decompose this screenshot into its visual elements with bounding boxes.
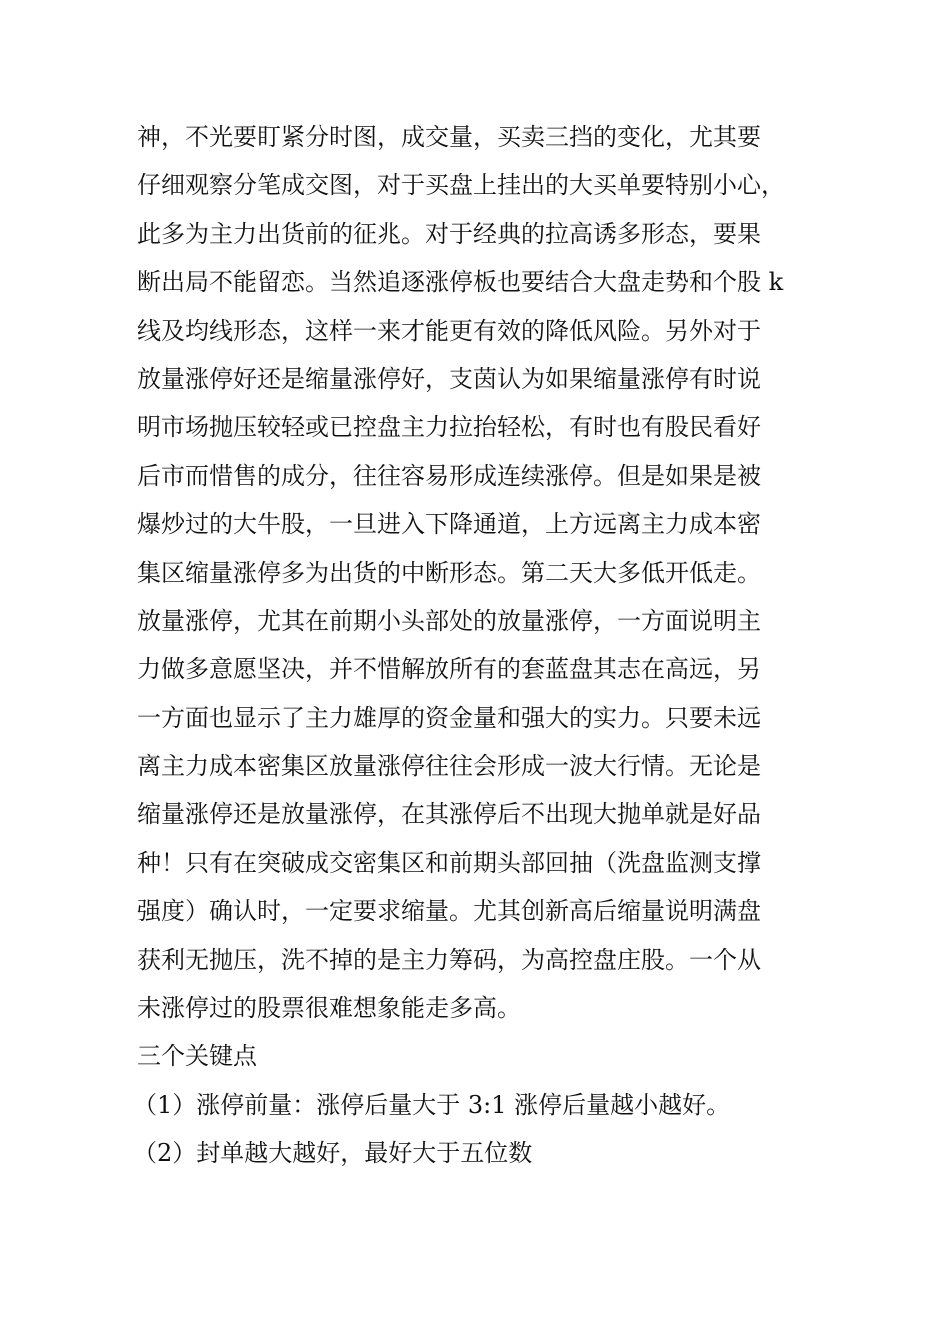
- text-line: 断出局不能留恋。当然追逐涨停板也要结合大盘走势和个股 k: [137, 268, 784, 297]
- text-line: 种！只有在突破成交密集区和前期头部回抽（洗盘监测支撑: [137, 848, 761, 877]
- text-line: 此多为主力出货前的征兆。对于经典的拉高诱多形态，要果: [137, 219, 761, 248]
- text-line: 强度）确认时，一定要求缩量。尤其创新高后缩量说明满盘: [137, 897, 761, 926]
- text-line: 后市而惜售的成分，往往容易形成连续涨停。但是如果是被: [137, 461, 761, 490]
- text-line: 仔细观察分笔成交图，对于买盘上挂出的大买单要特别小心，: [137, 171, 785, 200]
- section-heading: 三个关键点: [137, 1042, 257, 1071]
- text-line: 获利无抛压，洗不掉的是主力筹码，为高控盘庄股。一个从: [137, 945, 761, 974]
- text-line: 力做多意愿坚决，并不惜解放所有的套蓝盘其志在高远，另: [137, 655, 761, 684]
- text-line: 缩量涨停还是放量涨停，在其涨停后不出现大抛单就是好品: [137, 800, 761, 829]
- document-body: [133, 113, 827, 1178]
- text-line: 未涨停过的股票很难想象能走多高。: [137, 994, 521, 1023]
- text-line: 神，不光要盯紧分时图，成交量，买卖三挡的变化，尤其要: [137, 123, 761, 151]
- text-line: 明市场抛压较轻或已控盘主力拉抬轻松，有时也有股民看好: [137, 413, 761, 442]
- list-item: （2）封单越大越好，最好大于五位数: [133, 1139, 533, 1168]
- text-line: 离主力成本密集区放量涨停往往会形成一波大行情。无论是: [137, 752, 761, 781]
- text-line: 放量涨停，尤其在前期小头部处的放量涨停，一方面说明主: [137, 606, 761, 635]
- text-line: 放量涨停好还是缩量涨停好，支茵认为如果缩量涨停有时说: [137, 364, 761, 393]
- list-item: （1）涨停前量：涨停后量大于 3:1 涨停后量越小越好。: [133, 1090, 731, 1119]
- text-line: 集区缩量涨停多为出货的中断形态。第二天大多低开低走。: [137, 558, 761, 587]
- text-line: 爆炒过的大牛股，一旦进入下降通道，上方远离主力成本密: [137, 510, 761, 539]
- text-line: 线及均线形态，这样一来才能更有效的降低风险。另外对于: [137, 316, 761, 345]
- text-line: 一方面也显示了主力雄厚的资金量和强大的实力。只要未远: [137, 703, 761, 732]
